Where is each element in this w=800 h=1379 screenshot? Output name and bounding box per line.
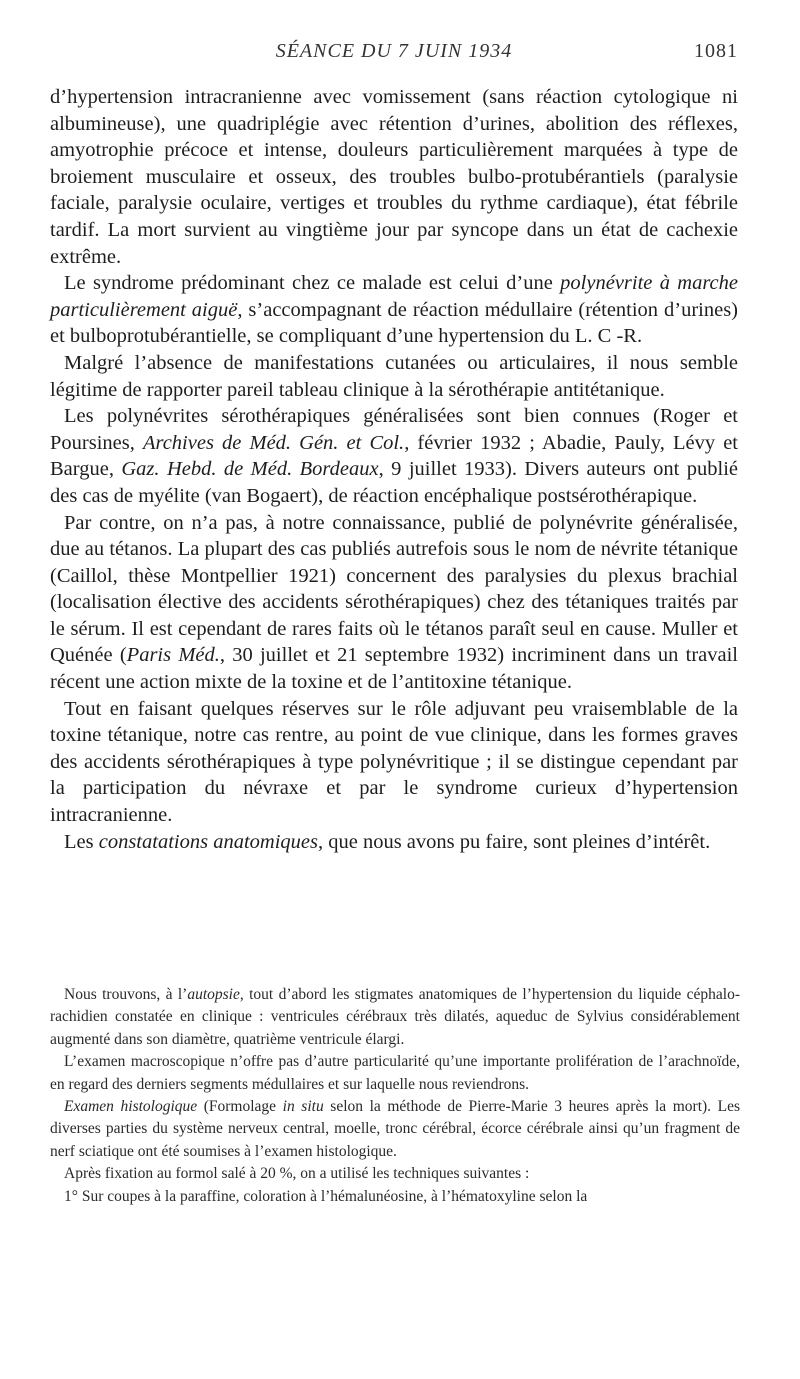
page-number: 1081 bbox=[694, 40, 738, 62]
paragraph-macroscopic: L’examen macroscopique n’offre pas d’autre particularité qu’une importante prolifération de l’arachnoïde, en regard des derniers segments médullaires et sur laquelle nous reviendrons. bbox=[50, 1053, 740, 1093]
text-run: , février 1932 ; Abadie, Pauly, Lévy et Bargue, bbox=[50, 431, 738, 481]
paragraph-syndrome bbox=[50, 270, 738, 350]
italic-term: polynévrite à marche particulièrement aiguë bbox=[50, 272, 738, 321]
text-run: Le syndrome prédominant chez ce malade est celui d’une bbox=[64, 272, 561, 295]
paragraph-histology bbox=[50, 1096, 740, 1163]
journal-citation: Gaz. Hebd. de Méd. Bordeaux bbox=[121, 458, 379, 481]
paragraph-tetanus bbox=[50, 510, 738, 696]
paragraph-discussion: Tout en faisant quelques réserves sur le rôle adjuvant peu vraisemblable de la toxine tétanique, notre cas rentre, au point de vue clinique, dans les formes graves des accidents sérothérapiques à type polynévritique ; il se distingue cependant par la participation du névraxe et par le syndrome curieux d’hypertension intracranienne. bbox=[50, 697, 738, 827]
text-run: , tout d’abord les stigmates anatomiques de l’hypertension du liquide céphalo-rachidien constatée en clinique : ventricules cérébraux très dilatés, aqueduc de Sylvius considérablement augmenté dans son diamètre, quatrième ventricule élargi. bbox=[50, 986, 740, 1048]
small-print-section bbox=[50, 984, 740, 1208]
text-run: , s’accompagnant de réaction médullaire (rétention d’urines) et bulboprotubérantielle, se compliquant d’une hypertension du L. C -R. bbox=[50, 298, 738, 348]
paragraph-polyneuritis-references bbox=[50, 403, 738, 509]
paragraph-technique-1: 1° Sur coupes à la paraffine, coloration à l’hémalunéosine, à l’hématoxyline selon la bbox=[64, 1187, 588, 1205]
paragraph-serotherapy: Malgré l’absence de manifestations cutanées ou articulaires, il nous semble légitime de rapporter pareil tableau clinique à la sérothérapie antitétanique. bbox=[50, 351, 738, 401]
italic-term: autopsie bbox=[187, 986, 240, 1003]
text-run: selon la méthode de Pierre-Marie 3 heures après la mort). Les diverses parties du système nerveux central, moelle, tronc cérébral, écorce cérébrale ainsi qu’un fragment de nerf sciatique ont été soumises à l’examen histologique. bbox=[50, 1098, 741, 1160]
text-run: , 30 juillet et 21 septembre 1932) incriminent dans un travail récent une action mixte de la toxine et de l’antitoxine tétanique. bbox=[50, 644, 738, 694]
paragraph-anatomic-intro bbox=[50, 829, 738, 856]
italic-term: Examen histologique bbox=[64, 1098, 198, 1116]
text-run: Nous trouvons, à l’ bbox=[64, 986, 188, 1003]
text-run: (Formolage bbox=[197, 1098, 283, 1116]
text-run: , 9 juillet 1933). Divers auteurs ont publié des cas de myélite (van Bogaert), de réaction encéphalique postsérothérapique. bbox=[50, 458, 738, 507]
journal-citation: Paris Méd. bbox=[126, 644, 220, 667]
text-run: Par contre, on n’a pas, à notre connaissance, publié de polynévrite généralisée, due au tétanos. La plupart des cas publiés autrefois sous le nom de névrite tétanique (Caillol, thèse Montpellier 1921) concernent des paralysies du plexus brachial (localisation élective des accidents sérothérapiques) chez des tétaniques traités par le sérum. Il est cependant de rares faits où le tétanos paraît seul en cause. Muller et Quénée ( bbox=[50, 511, 738, 667]
main-text bbox=[50, 84, 738, 855]
running-title: SÉANCE DU 7 JUIN 1934 bbox=[275, 40, 513, 62]
running-header bbox=[50, 40, 738, 68]
paragraph-autopsy bbox=[50, 984, 740, 1051]
italic-term: in situ bbox=[282, 1098, 324, 1116]
text-run: , que nous avons pu faire, sont pleines d’intérêt. bbox=[317, 830, 711, 853]
paragraph-fixation: Après fixation au formol salé à 20 %, on a utilisé les techniques suivantes : bbox=[64, 1165, 530, 1183]
text-run: Les bbox=[64, 830, 99, 853]
paragraph-clinical-course: d’hypertension intracranienne avec vomissement (sans réaction cytologique ni albumineuse), une quadriplégie avec rétention d’urines, abolition des réflexes, amyotrophie précoce et intense, douleurs particulièrement marquées à type de broiement musculaire et osseux, des troubles bulbo-protubérantiels (paralysie faciale, paralysie oculaire, vertiges et troubles du rythme cardiaque), état fébrile tardif. La mort survient au vingtième jour par syncope dans un état de cachexie extrême. bbox=[50, 86, 738, 268]
text-run: Les polynévrites sérothérapiques généralisées sont bien connues (Roger et Poursines, bbox=[50, 405, 738, 454]
italic-term: constatations anatomiques bbox=[98, 830, 318, 853]
journal-citation: Archives de Méd. Gén. et Col. bbox=[142, 431, 405, 454]
